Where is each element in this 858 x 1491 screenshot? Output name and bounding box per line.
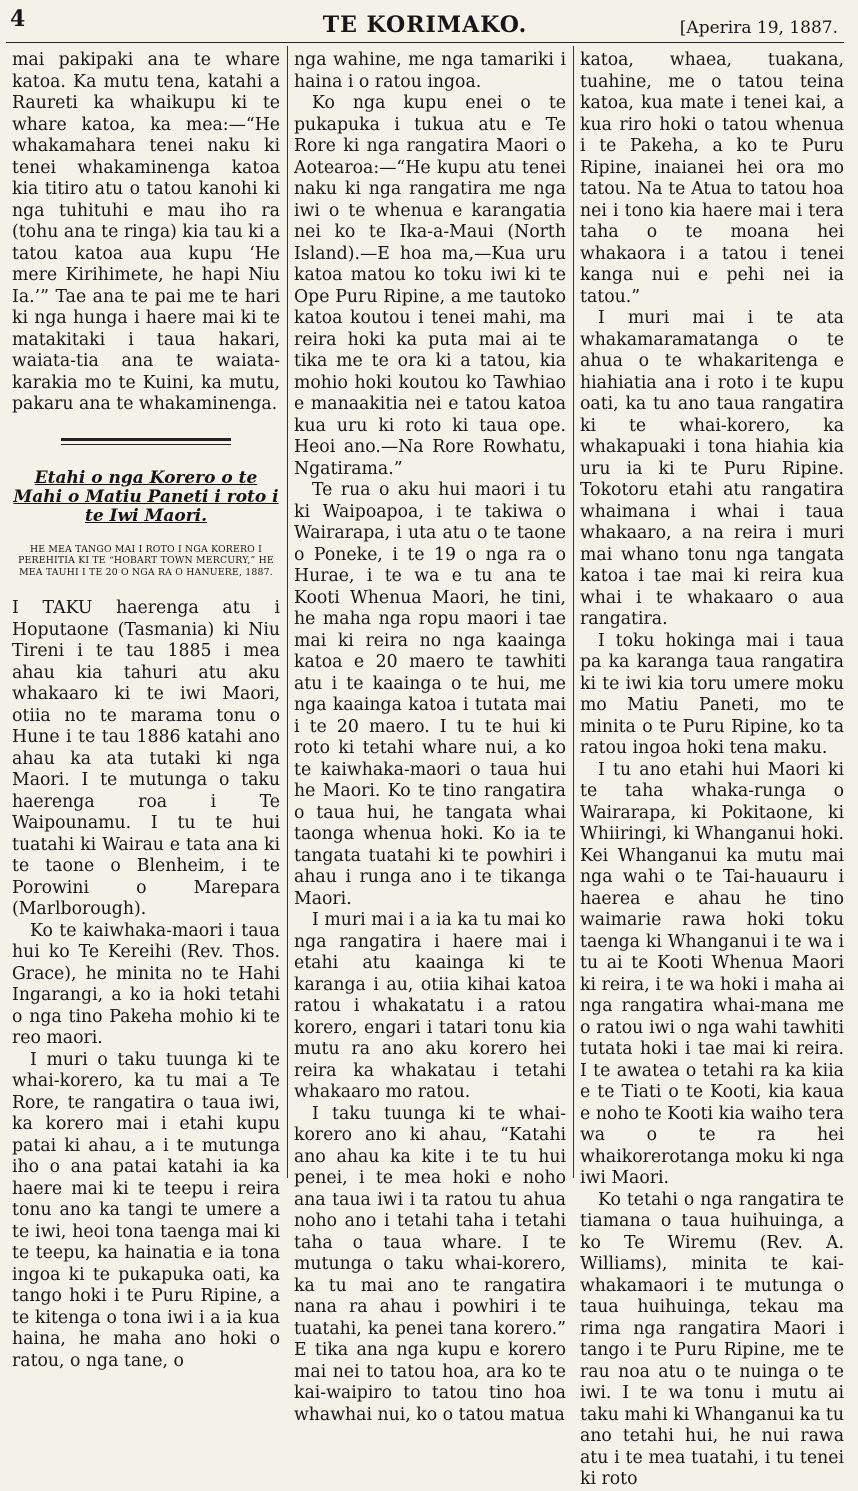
paragraph: katoa, whaea, tuakana, tuahine, me o tatou teina katoa, kua mate i tenei kai, a kua riro hoki o tatou whenua i te Pakeha, a ko te Puru Ripine, inaianei hei ora mo tatou. Na te Atua to tatou hoa nei i tono kia haere mai i tera taha o te moana hei whakaora i a tatou i tenei kanga nui e pehi nei ia tatou.” xyxy=(580,50,844,307)
paragraph: I tu ano etahi hui Maori ki te taha whaka-runga o Wairarapa, ki Pokitaone, ki Whiiringi, ki Whanganui hoki. Kei Whanganui ka mutu mai nga wahi o te Tai-hauauru i haerea e ahau he tino waimarie rawa hoki toku taenga ki Whanganui i te wa i tu ai te Kooti Whenua Maori ki reira, i te wa hoki i maha ai nga rangatira whai-mana me o ratou iwi o nga wahi tawhiti tutata hoki i tae mai ki reira. I te awatea o tetahi ra ka kiia e te Tiati o te Kooti, kia kaua e noho te Kooti kia waiho tera wa o te ra hei whaikorerotanga moku ki nga iwi Maori. xyxy=(580,759,844,1188)
paragraph: I toku hokinga mai i taua pa ka karanga taua rangatira ki te iwi kia toru umere moku mo Matiu Paneti, mo te minita o te Puru Ripine, ko ta ratou ingoa hoki tena maku. xyxy=(580,630,844,758)
article-heading: Etahi o nga Korero o te Mahi o Matiu Paneti i roto i te Iwi Maori. xyxy=(13,467,279,526)
masthead xyxy=(6,4,844,43)
paragraph: I TAKU haerenga atu i Hoputaone (Tasmania) ki Niu Tireni i te tau 1885 i mea ahau kia tahuri atu aku whakaaro ki te iwi Maori, otiia no te marama tonu o Hune i te tau 1886 katahi ano ahau ka ata tutaki ki nga Maori. I te mutunga o taku haerenga roa i Te Waipounamu. I tu te hui tuatahi ki Wairau e tata ana ki te taone o Blenheim, i te Porowini o Marepara (Marlborough). xyxy=(12,598,280,919)
column-divider xyxy=(573,46,574,1178)
column-2 xyxy=(294,50,566,1425)
paragraph: mai pakipaki ana te whare katoa. Ka mutu tena, katahi a Raureti ka whaikupu ki te whare katoa, ka mea:—“He whakamahara tenei naku ki tenei whakaminenga katoa kia titiro atu o tatou kanohi ki nga tuhituhi e mau iho ra (tohu ana te ringa) kia tau ki a tatou katoa aua kupu ‘He mere Kirihimete, he hapi Niu Ia.’” Tae ana te pai me te hari ki nga hunga i haere mai ki te matakitaki i taua hakari, waiata-tia ana te waiata-karakia mo te Kuini, ka mutu, pakaru ana te whakaminenga. xyxy=(12,50,280,414)
column-divider xyxy=(287,46,288,1178)
section-separator xyxy=(61,438,231,445)
paragraph: I muri mai i te ata whakamaramatanga o te ahua o te whakaritenga e hiahiatia ana i roto i te kupu oati, ka tu ano taua rangatira ki te whai-korero, ka whakapuaki i tona hiahia kia uru ia ki te Puru Ripine. Tokotoru etahi atu rangatira whaimana i whai i taua whakaaro, a na reira i muri mai whano tonu nga tangata katoa i tae mai ki reira kua whai i te whakaaro o aua rangatira. xyxy=(580,308,844,629)
paragraph: Ko te kaiwhaka-maori i taua hui ko Te Kereihi (Rev. Thos. Grace), he minita no te Hahi Ingarangi, a ko ia hoki tetahi o nga tino Pakeha mohio ki te reo maori. xyxy=(12,920,280,1048)
paragraph: Ko tetahi o nga rangatira te tiamana o taua huihuinga, a ko Te Wiremu (Rev. A. Williams), minita te kai-whakamaori i te mutunga o taua huihuinga, tekau ma rima nga rangatira Maori i tango i te Puru Ripine, me te rau noa atu o te nuinga o te iwi. I te wa tonu i mutu ai taku mahi ki Whanganui ka tu ano tetahi hui, he nui rawa atu i te mea tuatahi, i tu tenei ki roto xyxy=(580,1189,844,1489)
column-1 xyxy=(12,50,280,1371)
paragraph: I muri mai i a ia ka tu mai ko nga rangatira i haere mai i etahi atu kaainga ki te karanga i au, otiia kihai katoa ratou i whakatatu i a ratou korero, engari i tatari tonu kia mutu ra ano aku korero hei reira ka whakatau i tetahi whakaaro mo ratou. xyxy=(294,910,566,1102)
paragraph: I muri o taku tuunga ki te whai-korero, ka tu mai a Te Rore, te rangatira o taua iwi, ka korero mai i etahi kupu patai ki ahau, a i te mutunga iho o ana patai katahi ia ka haere mai ki te teepu i reira tonu ano ka tangi te umere a te iwi, heoi tona taenga mai ki te teepu, ka hainatia e ia tona ingoa ki te pukapuka oati, ka tango hoki i te Puru Ripine, a te kitenga o tona iwi i a ia kua haina, he maha ano hoki o ratou, o nga tane, o xyxy=(12,1049,280,1371)
column-3 xyxy=(580,50,844,1489)
issue-date: [Aperira 19, 1887. xyxy=(679,18,838,38)
paragraph: Te rua o aku hui maori i tu ki Waipoapoa, i te takiwa o Wairarapa, i uta atu o te taone o Poneke, i te 19 o nga ra o Hurae, i te wa e tu ana te Kooti Whenua Maori, he tini, he maha nga ropu maori i tae mai ki reira no nga kaainga katoa e 20 maero te tawhiti atu i te kaainga o te hui, me nga kaainga katoa i tutata mai i te 20 maero. I tu te hui ki roto ki tetahi whare nui, a ko te kaiwhaka-maori o taua hui he Maori. Ko te tino rangatira o taua hui, he tangata whai taonga whenua hoki. Ko ia te tangata tuatahi ki te powhiri i ahau i runga ano i te tikanga Maori. xyxy=(294,480,566,909)
paragraph: I taku tuunga ki te whai-korero ano ki ahau, “Katahi ano ahau ka kite i te tu hui penei, i te mea hoki e noho ana taua iwi i ta ratou tu ahua noho ano i tetahi taha i tetahi taha o taua whare. I te mutunga o taku whai-korero, ka tu mai ano te rangatira nana ra ahau i powhiri i te tuatahi, ka penei tana korero.” E tika ana nga kupu e korero mai nei to tatou hoa, ara ko te kai-waipiro to tatou tino hoa whawhai nui, ko o tatou matua xyxy=(294,1103,566,1425)
paragraph: Ko nga kupu enei o te pukapuka i tukua atu e Te Rore ki nga rangatira Maori o Aotearoa:—“He kupu atu tenei naku ki nga rangatira me nga iwi o te whenua e karangatia nei ko te Ika-a-Maui (North Island).—E hoa ma,—Kua uru katoa matou ko toku iwi ki te Ope Puru Ripine, a me tautoko katoa koutou i tenei mahi, ma reira hoki ka puta mai ai te tika me te ora ki a tatou, kia mohio hoki koutou ko Tawhiao e manaakitia nei e tatou katoa kua uru ki roto ki taua ope. Heoi ano.—Na Rore Rowhatu, Ngatirama.” xyxy=(294,93,566,479)
article-subnote: HE MEA TANGO MAI I ROTO I NGA KORERO I PEREHITIA KI TE “HOBART TOWN MERCURY,” HE MEA TAUHI I TE 20 O NGA RA O HANUERE, 1887. xyxy=(18,543,274,578)
newspaper-title: TE KORIMAKO. xyxy=(322,12,528,38)
paragraph: nga wahine, me nga tamariki i haina i o ratou ingoa. xyxy=(294,50,566,92)
page-number: 4 xyxy=(10,6,26,32)
